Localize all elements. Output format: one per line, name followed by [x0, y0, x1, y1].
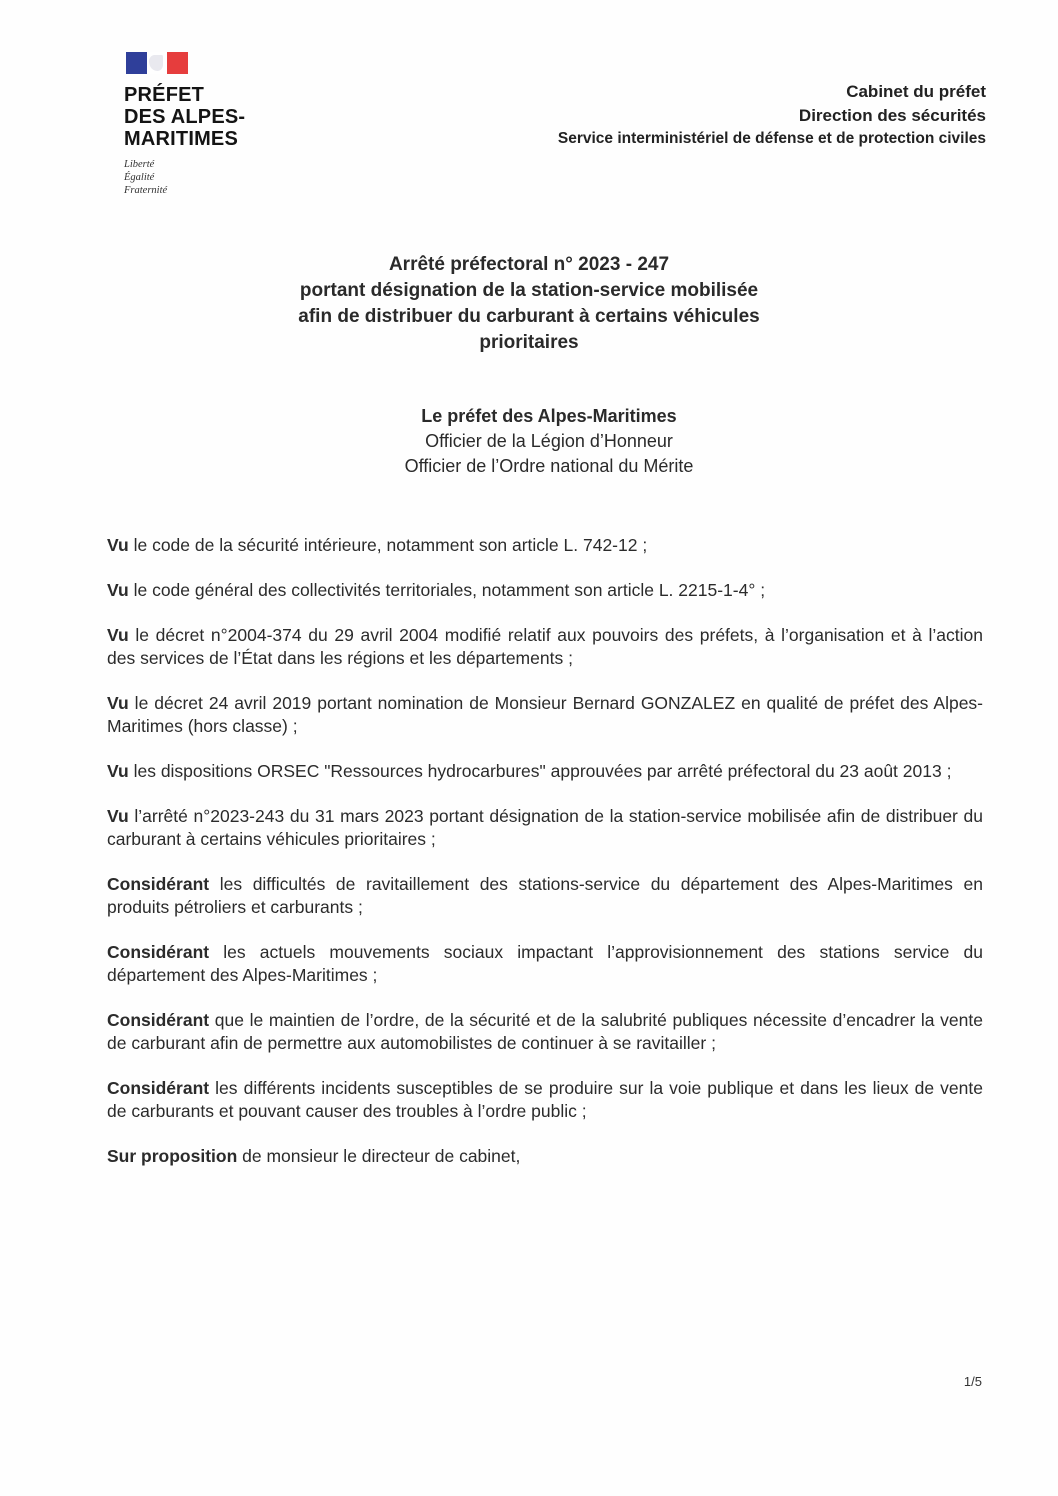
- prefet-name: Le préfet des Alpes-Maritimes: [421, 406, 677, 426]
- paragraph-lead: Vu: [107, 535, 129, 555]
- flag-red-band: [167, 52, 188, 74]
- paragraph-text: de monsieur le directeur de cabinet,: [237, 1146, 521, 1166]
- paragraph-lead: Vu: [107, 806, 129, 826]
- title-line-4: prioritaires: [479, 332, 579, 353]
- marianne-flag-icon: [126, 52, 188, 74]
- page-number: 1/5: [963, 1374, 982, 1389]
- paragraph-text: les différents incidents susceptibles de se produire sur la voie publique et dans les lieux de vente de carburants et pouvant causer des troubles à l’ordre public ;: [107, 1078, 983, 1121]
- paragraph-text: que le maintien de l’ordre, de la sécurité et de la salubrité publiques nécessite d’encadrer la vente de carburant afin de permettre aux automobilistes de continuer à se ravitailler ;: [107, 1010, 983, 1053]
- paragraph-lead: Vu: [107, 625, 129, 645]
- service-name: Service interministériel de défense et de protection civiles: [557, 130, 986, 147]
- logo-title: [124, 84, 284, 150]
- decree-body: [107, 534, 983, 1190]
- paragraph-text: les difficultés de ravitaillement des stations-service du département des Alpes-Maritimes en produits pétroliers et carburants ;: [107, 874, 983, 917]
- paragraph-lead: Considérant: [107, 942, 210, 962]
- motto-egalite: Égalité: [124, 172, 155, 183]
- paragraph-lead: Vu: [107, 693, 129, 713]
- paragraph-text: le code de la sécurité intérieure, notamment son article L. 742-12 ;: [128, 535, 648, 555]
- title-line-1: Arrêté préfectoral n° 2023 - 247: [388, 254, 670, 275]
- paragraph-text: le décret 24 avril 2019 portant nomination de Monsieur Bernard GONZALEZ en qualité de préfet des Alpes-Maritimes (hors classe) ;: [107, 693, 983, 736]
- paragraph-text: le décret n°2004-374 du 29 avril 2004 modifié relatif aux pouvoirs des préfets, à l’organisation et à l’action des services de l’État dans les régions et les départements ;: [107, 625, 983, 668]
- service-header: [558, 80, 986, 150]
- paragraph: [107, 624, 983, 670]
- paragraph: [107, 1145, 983, 1168]
- paragraph: [107, 760, 983, 783]
- logo-line-1: PRÉFET: [124, 84, 205, 106]
- paragraph-lead: Vu: [107, 580, 129, 600]
- paragraph-lead: Considérant: [107, 1078, 210, 1098]
- paragraph: [107, 873, 983, 919]
- paragraph-text: le code général des collectivités territoriales, notamment son article L. 2215-1-4° ;: [128, 580, 766, 600]
- logo-line-3: MARITIMES: [124, 128, 239, 150]
- republic-motto: [124, 158, 284, 197]
- paragraph-lead: Considérant: [107, 1010, 210, 1030]
- paragraph-lead: Considérant: [107, 874, 210, 894]
- flag-blue-band: [126, 52, 147, 74]
- paragraph: [107, 1077, 983, 1123]
- paragraph-text: l’arrêté n°2023-243 du 31 mars 2023 portant désignation de la station-service mobilisée afin de distribuer du carburant à certains véhicules prioritaires ;: [107, 806, 983, 849]
- logo-line-2: DES ALPES-: [124, 106, 246, 128]
- prefecture-logo: [124, 52, 284, 197]
- title-line-3: afin de distribuer du carburant à certains véhicules: [298, 306, 760, 327]
- motto-liberte: Liberté: [124, 159, 155, 170]
- paragraph-text: les actuels mouvements sociaux impactant l’approvisionnement des stations service du département des Alpes-Maritimes ;: [107, 942, 983, 985]
- service-direction: Direction des sécurités: [798, 106, 986, 125]
- prefet-title-2: Officier de l’Ordre national du Mérite: [404, 456, 694, 476]
- paragraph-text: les dispositions ORSEC "Ressources hydrocarbures" approuvées par arrêté préfectoral du 23 août 2013 ;: [128, 761, 952, 781]
- decree-title: [0, 252, 1058, 356]
- motto-fraternite: Fraternité: [124, 185, 168, 196]
- paragraph: [107, 805, 983, 851]
- paragraph: [107, 941, 983, 987]
- paragraph: [107, 692, 983, 738]
- paragraph-lead: Vu: [107, 761, 129, 781]
- paragraph: [107, 1009, 983, 1055]
- paragraph-lead: Sur proposition: [107, 1146, 238, 1166]
- flag-white-band: [147, 52, 167, 74]
- prefet-title-1: Officier de la Légion d’Honneur: [425, 431, 673, 451]
- title-line-2: portant désignation de la station-service mobilisée: [299, 280, 759, 301]
- prefet-block: [0, 404, 1058, 479]
- paragraph: [107, 579, 983, 602]
- paragraph: [107, 534, 983, 557]
- service-cabinet: Cabinet du préfet: [846, 82, 986, 101]
